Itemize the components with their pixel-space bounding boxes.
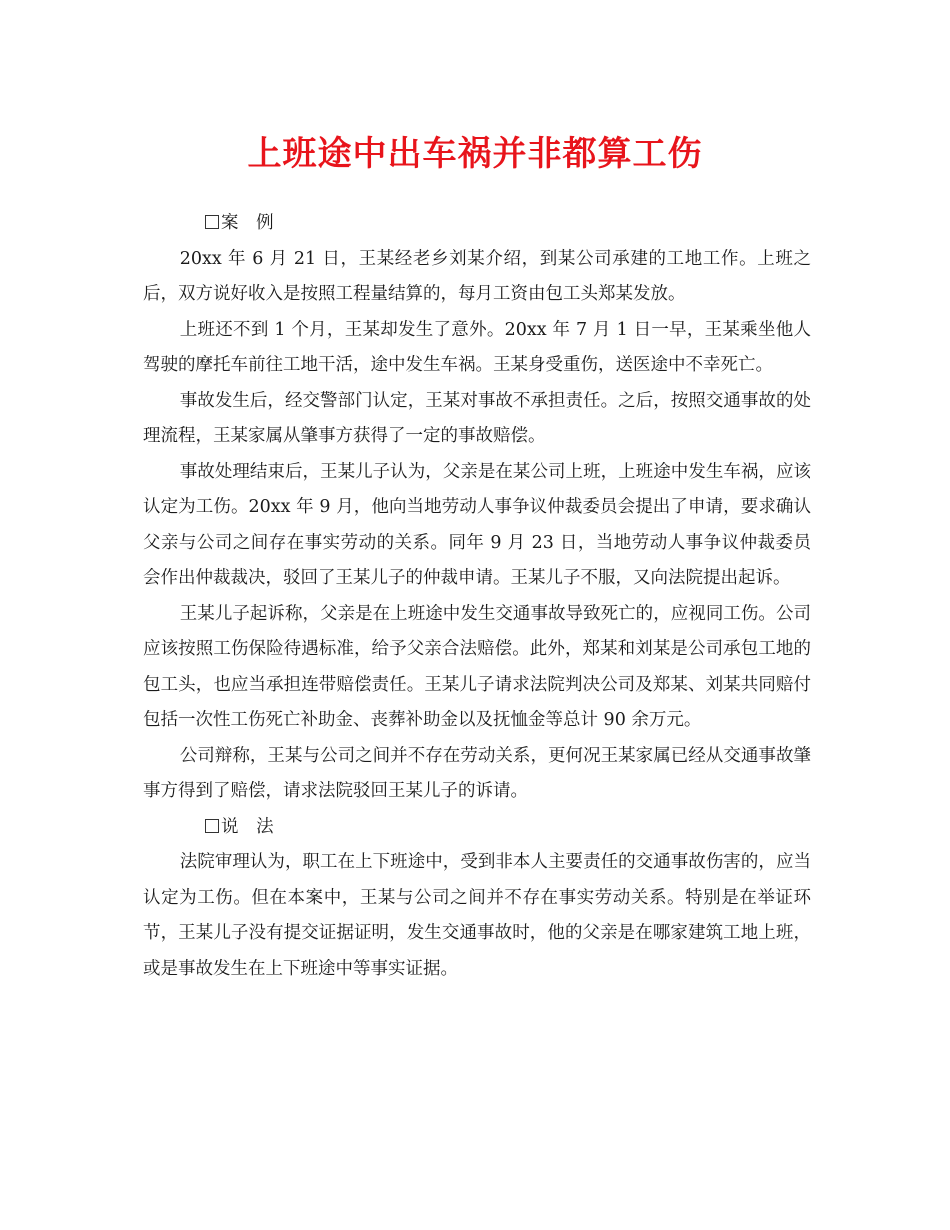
- paragraph: 20xx 年 6 月 21 日，王某经老乡刘某介绍，到某公司承建的工地工作。上班之后，双方说好收入是按照工程量结算的，每月工资由包工头郑某发放。: [143, 248, 811, 304]
- paragraph: 事故处理结束后，王某儿子认为，父亲是在某公司上班，上班途中发生车祸，应该认定为工伤。20xx 年 9 月，他向当地劳动人事争议仲裁委员会提出了申请，要求确认父亲与公司之间存在事实劳动的关系。同年 9 月 23 日，当地劳动人事争议仲裁委员会作出仲裁裁决，驳回了王某儿子的仲裁申请。王某儿子不服，又向法院提出起诉。: [143, 461, 811, 588]
- section-heading-label: 说 法: [221, 816, 280, 837]
- section-heading-label: 案 例: [221, 213, 280, 233]
- paragraph: 事故发生后，经交警部门认定，王某对事故不承担责任。之后，按照交通事故的处理流程，王某家属从肇事方获得了一定的事故赔偿。: [143, 390, 811, 446]
- paragraph: 公司辩称，王某与公司之间并不存在劳动关系，更何况王某家属已经从交通事故肇事方得到了赔偿，请求法院驳回王某儿子的诉请。: [143, 745, 811, 801]
- document-body: [143, 206, 811, 987]
- paragraph: 法院审理认为，职工在上下班途中，受到非本人主要责任的交通事故伤害的，应当认定为工伤。但在本案中，王某与公司之间并不存在事实劳动关系。特别是在举证环节，王某儿子没有提交证据证明，发生交通事故时，他的父亲是在哪家建筑工地上班，或是事故发生在上下班途中等事实证据。: [143, 852, 811, 979]
- document-title: 上班途中出车祸并非都算工伤: [247, 134, 703, 174]
- checkbox-square-icon: [205, 819, 219, 833]
- section-heading-analysis: [143, 810, 811, 846]
- paragraph: 王某儿子起诉称，父亲是在上班途中发生交通事故导致死亡的，应视同工伤。公司应该按照工伤保险待遇标准，给予父亲合法赔偿。此外，郑某和刘某是公司承包工地的包工头，也应当承担连带赔偿责任。王某儿子请求法院判决公司及郑某、刘某共同赔付包括一次性工伤死亡补助金、丧葬补助金以及抚恤金等总计 90 余万元。: [143, 603, 811, 730]
- section-heading-case: [143, 206, 811, 242]
- paragraph: 上班还不到 1 个月，王某却发生了意外。20xx 年 7 月 1 日一早，王某乘坐他人驾驶的摩托车前往工地干活，途中发生车祸。王某身受重伤，送医途中不幸死亡。: [143, 319, 811, 375]
- checkbox-square-icon: [205, 215, 219, 229]
